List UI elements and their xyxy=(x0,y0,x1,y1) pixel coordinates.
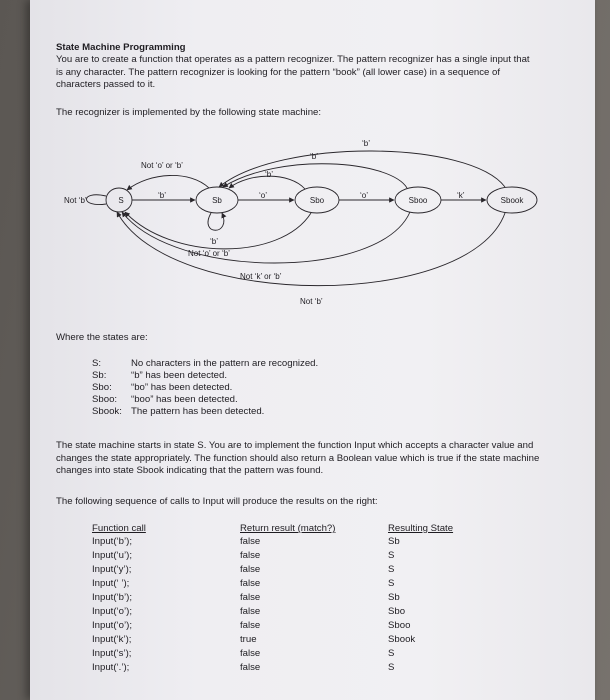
self-loop-s xyxy=(87,195,107,205)
table-cell-result: false xyxy=(240,648,261,659)
state-label-sboo: Sboo xyxy=(408,196,428,205)
edge-sboo-s xyxy=(122,212,410,263)
table-cell-call: Input(‘b’); xyxy=(92,536,132,547)
table-cell-call: Input(‘ ’); xyxy=(92,578,130,589)
table-cell-state: S xyxy=(388,662,395,673)
label-sbo-sb: ‘b’ xyxy=(265,170,274,179)
self-loop-sb xyxy=(208,213,224,230)
paragraph-sequence-intro: The following sequence of calls to Input will produce the results on the right: xyxy=(56,496,378,507)
state-machine-diagram xyxy=(0,130,610,315)
label-sboo-s: Not ‘k’ or ‘b’ xyxy=(240,272,282,281)
label-sbo-s: Not ‘o’ or ‘b’ xyxy=(188,249,230,258)
state-def-desc: No characters in the pattern are recognized. xyxy=(131,358,319,369)
state-label-sbook: Sbook xyxy=(500,196,524,205)
table-cell-result: false xyxy=(240,550,261,561)
label-sboo-sb: ‘b’ xyxy=(310,152,319,161)
state-label-sb: Sb xyxy=(212,196,222,205)
document-title: State Machine Programming xyxy=(56,42,186,53)
table-cell-call: Input(‘o’); xyxy=(92,620,132,631)
edge-sbook-sb xyxy=(219,151,505,187)
table-cell-result: false xyxy=(240,606,261,617)
edge-sbook-s xyxy=(117,212,505,286)
table-cell-result: false xyxy=(240,536,261,547)
table-cell-call: Input(‘y’); xyxy=(92,564,132,575)
label-sb-sbo: ‘o’ xyxy=(259,191,268,200)
table-cell-result: true xyxy=(240,634,257,645)
states-heading: Where the states are: xyxy=(56,332,148,343)
table-cell-result: false xyxy=(240,592,261,603)
label-sboo-sbook: ‘k’ xyxy=(457,191,465,200)
state-def-desc: “bo” has been detected. xyxy=(131,382,233,393)
paragraph-implementation: The state machine starts in state S. You are to implement the function Input which accepts a character value and changes the state appropriately. The function should also return a Boolean value which is true if the state machine changes into state Sbook indicating that the pattern was found. xyxy=(56,440,540,477)
state-def-name: Sbook: xyxy=(92,406,122,417)
table-header-call: Function call xyxy=(92,523,146,534)
table-header-result: Return result (match?) xyxy=(240,523,336,534)
table-cell-call: Input(‘.’); xyxy=(92,662,130,673)
table-cell-state: S xyxy=(388,550,395,561)
edge-sb-s-not-o-b xyxy=(127,175,209,190)
table-cell-state: Sboo xyxy=(388,620,411,631)
state-label-s: S xyxy=(118,196,124,205)
intro-paragraph: You are to create a function that operates as a pattern recognizer. The pattern recognizer has a single input that is any character. The pattern recognizer is looking for the pattern “book” (all lower case) in a sequence of characters passed to it. xyxy=(56,54,530,91)
table-header-state: Resulting State xyxy=(388,523,454,534)
table-cell-state: S xyxy=(388,578,395,589)
state-machine-intro: The recognizer is implemented by the following state machine: xyxy=(56,107,322,118)
state-def-name: Sboo: xyxy=(92,394,118,405)
table-cell-call: Input(‘k’); xyxy=(92,634,132,645)
label-sbo-sboo: ‘o’ xyxy=(360,191,369,200)
table-cell-call: Input(‘u’); xyxy=(92,550,132,561)
state-def-name: S: xyxy=(92,358,102,369)
table-cell-state: Sb xyxy=(388,592,400,603)
label-sbook-s: Not ‘b’ xyxy=(300,297,323,306)
label-self-s: Not ‘b’ xyxy=(64,196,87,205)
table-cell-result: false xyxy=(240,662,261,673)
table-cell-state: Sbook xyxy=(388,634,416,645)
table-cell-result: false xyxy=(240,564,261,575)
table-cell-call: Input(‘o’); xyxy=(92,606,132,617)
state-label-sbo: Sbo xyxy=(309,196,325,205)
table-cell-state: S xyxy=(388,564,395,575)
label-self-sb: ‘b’ xyxy=(210,237,219,246)
state-def-desc: “boo” has been detected. xyxy=(131,394,238,405)
label-s-sb: ‘b’ xyxy=(158,191,167,200)
table-cell-state: Sbo xyxy=(388,606,406,617)
table-cell-state: Sb xyxy=(388,536,400,547)
table-cell-result: false xyxy=(240,578,261,589)
state-def-name: Sbo: xyxy=(92,382,112,393)
table-cell-state: S xyxy=(388,648,395,659)
table-cell-result: false xyxy=(240,620,261,631)
table-cell-call: Input(‘s’); xyxy=(92,648,132,659)
label-sbook-sb: ‘b’ xyxy=(362,139,371,148)
state-def-desc: The pattern has been detected. xyxy=(131,406,265,417)
state-def-name: Sb: xyxy=(92,370,107,381)
label-sb-s: Not ‘o’ or ‘b’ xyxy=(141,161,183,170)
state-def-desc: “b” has been detected. xyxy=(131,370,228,381)
edge-sboo-sb xyxy=(223,164,407,188)
table-cell-call: Input(‘b’); xyxy=(92,592,132,603)
